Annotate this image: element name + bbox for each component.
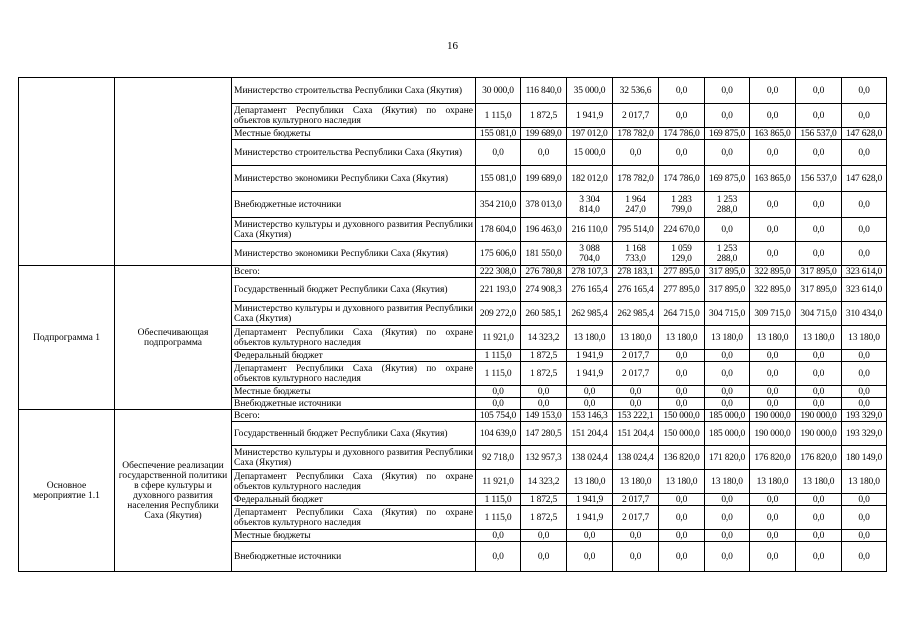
- value-cell: 0,0: [705, 78, 750, 104]
- value-cell: 3 304 814,0: [567, 192, 613, 218]
- value-cell: 150 000,0: [659, 422, 705, 446]
- value-cell: 309 715,0: [750, 302, 796, 326]
- value-cell: 209 272,0: [476, 302, 521, 326]
- table-row: [19, 266, 887, 278]
- funding-source-cell: Всего:: [232, 410, 476, 422]
- value-cell: 0,0: [659, 386, 705, 398]
- value-cell: 276 780,8: [521, 266, 567, 278]
- value-cell: 0,0: [842, 218, 887, 242]
- program-name-cell: Обеспечивающая подпрограмма: [115, 266, 232, 410]
- value-cell: 274 908,3: [521, 278, 567, 302]
- value-cell: 13 180,0: [659, 326, 705, 350]
- value-cell: 13 180,0: [842, 326, 887, 350]
- value-cell: 13 180,0: [705, 470, 750, 494]
- value-cell: 0,0: [521, 398, 567, 410]
- value-cell: 147 628,0: [842, 128, 887, 140]
- value-cell: 0,0: [659, 350, 705, 362]
- value-cell: 13 180,0: [567, 470, 613, 494]
- value-cell: 138 024,4: [567, 446, 613, 470]
- value-cell: 13 180,0: [567, 326, 613, 350]
- value-cell: 262 985,4: [567, 302, 613, 326]
- value-cell: 150 000,0: [659, 410, 705, 422]
- value-cell: 0,0: [842, 530, 887, 542]
- funding-source-cell: Внебюджетные источники: [232, 192, 476, 218]
- value-cell: 1 115,0: [476, 104, 521, 128]
- program-name-cell: [115, 78, 232, 266]
- value-cell: 0,0: [842, 386, 887, 398]
- value-cell: 1 115,0: [476, 362, 521, 386]
- value-cell: 378 013,0: [521, 192, 567, 218]
- value-cell: 1 964 247,0: [613, 192, 659, 218]
- value-cell: 0,0: [659, 542, 705, 572]
- value-cell: 190 000,0: [750, 410, 796, 422]
- funding-source-cell: Государственный бюджет Республики Саха (Якутия): [232, 422, 476, 446]
- value-cell: 1 872,5: [521, 506, 567, 530]
- value-cell: 0,0: [750, 542, 796, 572]
- value-cell: 0,0: [796, 386, 842, 398]
- value-cell: 304 715,0: [796, 302, 842, 326]
- funding-source-cell: Министерство строительства Республики Саха (Якутия): [232, 140, 476, 166]
- value-cell: 1 283 799,0: [659, 192, 705, 218]
- funding-source-cell: Местные бюджеты: [232, 530, 476, 542]
- value-cell: 0,0: [842, 362, 887, 386]
- value-cell: 0,0: [796, 362, 842, 386]
- value-cell: 0,0: [705, 362, 750, 386]
- value-cell: 0,0: [705, 140, 750, 166]
- value-cell: 0,0: [705, 386, 750, 398]
- value-cell: 1 941,9: [567, 506, 613, 530]
- value-cell: 0,0: [842, 104, 887, 128]
- value-cell: 0,0: [705, 494, 750, 506]
- value-cell: 104 639,0: [476, 422, 521, 446]
- value-cell: 317 895,0: [705, 278, 750, 302]
- value-cell: 193 329,0: [842, 410, 887, 422]
- value-cell: 155 081,0: [476, 128, 521, 140]
- value-cell: 0,0: [842, 242, 887, 266]
- value-cell: 193 329,0: [842, 422, 887, 446]
- value-cell: 2 017,7: [613, 494, 659, 506]
- value-cell: 163 865,0: [750, 166, 796, 192]
- value-cell: 13 180,0: [750, 470, 796, 494]
- value-cell: 14 323,2: [521, 326, 567, 350]
- value-cell: 0,0: [613, 542, 659, 572]
- value-cell: 32 536,6: [613, 78, 659, 104]
- value-cell: 0,0: [750, 78, 796, 104]
- value-cell: 0,0: [796, 350, 842, 362]
- value-cell: 0,0: [567, 530, 613, 542]
- budget-table-body: [19, 78, 887, 572]
- value-cell: 322 895,0: [750, 266, 796, 278]
- value-cell: 0,0: [796, 192, 842, 218]
- value-cell: 0,0: [750, 350, 796, 362]
- value-cell: 0,0: [842, 78, 887, 104]
- funding-source-cell: Федеральный бюджет: [232, 494, 476, 506]
- value-cell: 0,0: [842, 506, 887, 530]
- value-cell: 0,0: [842, 192, 887, 218]
- value-cell: 13 180,0: [750, 326, 796, 350]
- value-cell: 15 000,0: [567, 140, 613, 166]
- value-cell: 0,0: [659, 506, 705, 530]
- value-cell: 147 280,5: [521, 422, 567, 446]
- value-cell: 0,0: [476, 530, 521, 542]
- value-cell: 190 000,0: [796, 422, 842, 446]
- value-cell: 0,0: [750, 192, 796, 218]
- value-cell: 181 550,0: [521, 242, 567, 266]
- value-cell: 2 017,7: [613, 350, 659, 362]
- value-cell: 149 153,0: [521, 410, 567, 422]
- value-cell: 216 110,0: [567, 218, 613, 242]
- value-cell: 317 895,0: [796, 278, 842, 302]
- value-cell: 0,0: [796, 494, 842, 506]
- value-cell: 132 957,3: [521, 446, 567, 470]
- value-cell: 0,0: [567, 542, 613, 572]
- value-cell: 13 180,0: [796, 470, 842, 494]
- value-cell: 278 183,1: [613, 266, 659, 278]
- value-cell: 116 840,0: [521, 78, 567, 104]
- value-cell: 0,0: [705, 530, 750, 542]
- value-cell: 13 180,0: [705, 326, 750, 350]
- value-cell: 182 012,0: [567, 166, 613, 192]
- value-cell: 795 514,0: [613, 218, 659, 242]
- value-cell: 13 180,0: [613, 326, 659, 350]
- value-cell: 0,0: [796, 78, 842, 104]
- value-cell: 0,0: [705, 398, 750, 410]
- value-cell: 0,0: [796, 218, 842, 242]
- value-cell: 0,0: [705, 350, 750, 362]
- table-row: [19, 78, 887, 104]
- value-cell: 0,0: [796, 542, 842, 572]
- value-cell: 0,0: [842, 542, 887, 572]
- value-cell: 178 782,0: [613, 128, 659, 140]
- funding-source-cell: Федеральный бюджет: [232, 350, 476, 362]
- funding-source-cell: Департамент Республики Саха (Якутия) по охране объектов культурного наследия: [232, 362, 476, 386]
- program-cell: Подпрограмма 1: [19, 266, 115, 410]
- value-cell: 0,0: [659, 362, 705, 386]
- value-cell: 0,0: [613, 140, 659, 166]
- budget-table: [18, 77, 887, 572]
- value-cell: 163 865,0: [750, 128, 796, 140]
- value-cell: 169 875,0: [705, 166, 750, 192]
- funding-source-cell: Местные бюджеты: [232, 386, 476, 398]
- value-cell: 0,0: [705, 104, 750, 128]
- value-cell: 0,0: [750, 494, 796, 506]
- value-cell: 276 165,4: [567, 278, 613, 302]
- value-cell: 138 024,4: [613, 446, 659, 470]
- funding-source-cell: Государственный бюджет Республики Саха (Якутия): [232, 278, 476, 302]
- value-cell: 13 180,0: [659, 470, 705, 494]
- value-cell: 1 253 288,0: [705, 242, 750, 266]
- value-cell: 0,0: [796, 506, 842, 530]
- value-cell: 153 222,1: [613, 410, 659, 422]
- value-cell: 199 689,0: [521, 128, 567, 140]
- value-cell: 0,0: [705, 542, 750, 572]
- value-cell: 0,0: [476, 398, 521, 410]
- value-cell: 317 895,0: [796, 266, 842, 278]
- value-cell: 322 895,0: [750, 278, 796, 302]
- value-cell: 277 895,0: [659, 278, 705, 302]
- value-cell: 156 537,0: [796, 128, 842, 140]
- value-cell: 1 941,9: [567, 362, 613, 386]
- value-cell: 277 895,0: [659, 266, 705, 278]
- value-cell: 224 670,0: [659, 218, 705, 242]
- value-cell: 1 872,5: [521, 362, 567, 386]
- value-cell: 323 614,0: [842, 266, 887, 278]
- value-cell: 0,0: [796, 398, 842, 410]
- value-cell: 0,0: [659, 398, 705, 410]
- value-cell: 0,0: [659, 78, 705, 104]
- funding-source-cell: Всего:: [232, 266, 476, 278]
- value-cell: 176 820,0: [796, 446, 842, 470]
- value-cell: 0,0: [750, 362, 796, 386]
- value-cell: 136 820,0: [659, 446, 705, 470]
- value-cell: 156 537,0: [796, 166, 842, 192]
- value-cell: 196 463,0: [521, 218, 567, 242]
- value-cell: 1 941,9: [567, 104, 613, 128]
- value-cell: 153 146,3: [567, 410, 613, 422]
- value-cell: 0,0: [750, 386, 796, 398]
- value-cell: 260 585,1: [521, 302, 567, 326]
- value-cell: 0,0: [842, 494, 887, 506]
- value-cell: 151 204,4: [567, 422, 613, 446]
- value-cell: 35 000,0: [567, 78, 613, 104]
- value-cell: 278 107,3: [567, 266, 613, 278]
- value-cell: 0,0: [796, 140, 842, 166]
- value-cell: 0,0: [659, 140, 705, 166]
- value-cell: 190 000,0: [796, 410, 842, 422]
- funding-source-cell: Департамент Республики Саха (Якутия) по охране объектов культурного наследия: [232, 104, 476, 128]
- value-cell: 1 115,0: [476, 506, 521, 530]
- value-cell: 1 941,9: [567, 350, 613, 362]
- value-cell: 0,0: [521, 542, 567, 572]
- value-cell: 1 941,9: [567, 494, 613, 506]
- value-cell: 264 715,0: [659, 302, 705, 326]
- value-cell: 197 012,0: [567, 128, 613, 140]
- value-cell: 14 323,2: [521, 470, 567, 494]
- value-cell: 0,0: [659, 530, 705, 542]
- value-cell: 0,0: [613, 530, 659, 542]
- value-cell: 1 253 288,0: [705, 192, 750, 218]
- value-cell: 174 786,0: [659, 166, 705, 192]
- value-cell: 0,0: [476, 542, 521, 572]
- value-cell: 0,0: [567, 398, 613, 410]
- value-cell: 105 754,0: [476, 410, 521, 422]
- value-cell: 0,0: [750, 398, 796, 410]
- value-cell: 169 875,0: [705, 128, 750, 140]
- value-cell: 0,0: [796, 104, 842, 128]
- value-cell: 0,0: [521, 530, 567, 542]
- value-cell: 178 604,0: [476, 218, 521, 242]
- value-cell: 0,0: [613, 386, 659, 398]
- table-row: [19, 410, 887, 422]
- value-cell: 0,0: [476, 140, 521, 166]
- value-cell: 0,0: [476, 386, 521, 398]
- value-cell: 0,0: [842, 398, 887, 410]
- value-cell: 0,0: [842, 140, 887, 166]
- funding-source-cell: Министерство культуры и духовного развития Республики Саха (Якутия): [232, 446, 476, 470]
- value-cell: 354 210,0: [476, 192, 521, 218]
- value-cell: 0,0: [796, 530, 842, 542]
- value-cell: 1 872,5: [521, 350, 567, 362]
- value-cell: 13 180,0: [796, 326, 842, 350]
- value-cell: 11 921,0: [476, 326, 521, 350]
- value-cell: 276 165,4: [613, 278, 659, 302]
- value-cell: 0,0: [613, 398, 659, 410]
- value-cell: 0,0: [842, 350, 887, 362]
- value-cell: 1 115,0: [476, 494, 521, 506]
- value-cell: 147 628,0: [842, 166, 887, 192]
- value-cell: 221 193,0: [476, 278, 521, 302]
- value-cell: 92 718,0: [476, 446, 521, 470]
- value-cell: 1 872,5: [521, 104, 567, 128]
- value-cell: 0,0: [750, 242, 796, 266]
- value-cell: 174 786,0: [659, 128, 705, 140]
- page-number: 16: [447, 40, 458, 52]
- value-cell: 0,0: [521, 140, 567, 166]
- value-cell: 11 921,0: [476, 470, 521, 494]
- value-cell: 2 017,7: [613, 104, 659, 128]
- funding-source-cell: Министерство культуры и духовного развития Республики Саха (Якутия): [232, 302, 476, 326]
- funding-source-cell: Департамент Республики Саха (Якутия) по охране объектов культурного наследия: [232, 326, 476, 350]
- value-cell: 0,0: [750, 506, 796, 530]
- value-cell: 13 180,0: [613, 470, 659, 494]
- value-cell: 317 895,0: [705, 266, 750, 278]
- value-cell: 176 820,0: [750, 446, 796, 470]
- value-cell: 3 088 704,0: [567, 242, 613, 266]
- value-cell: 0,0: [521, 386, 567, 398]
- value-cell: 304 715,0: [705, 302, 750, 326]
- value-cell: 185 000,0: [705, 422, 750, 446]
- funding-source-cell: Департамент Республики Саха (Якутия) по охране объектов культурного наследия: [232, 470, 476, 494]
- program-cell: [19, 78, 115, 266]
- value-cell: 0,0: [750, 104, 796, 128]
- value-cell: 190 000,0: [750, 422, 796, 446]
- funding-source-cell: Департамент Республики Саха (Якутия) по охране объектов культурного наследия: [232, 506, 476, 530]
- value-cell: 175 606,0: [476, 242, 521, 266]
- funding-source-cell: Внебюджетные источники: [232, 542, 476, 572]
- funding-source-cell: Местные бюджеты: [232, 128, 476, 140]
- value-cell: 1 872,5: [521, 494, 567, 506]
- value-cell: 13 180,0: [842, 470, 887, 494]
- value-cell: 30 000,0: [476, 78, 521, 104]
- value-cell: 151 204,4: [613, 422, 659, 446]
- value-cell: 222 308,0: [476, 266, 521, 278]
- value-cell: 262 985,4: [613, 302, 659, 326]
- value-cell: 0,0: [567, 386, 613, 398]
- value-cell: 2 017,7: [613, 362, 659, 386]
- value-cell: 178 782,0: [613, 166, 659, 192]
- value-cell: 155 081,0: [476, 166, 521, 192]
- funding-source-cell: Министерство экономики Республики Саха (Якутия): [232, 166, 476, 192]
- value-cell: 0,0: [659, 104, 705, 128]
- value-cell: 0,0: [750, 140, 796, 166]
- funding-source-cell: Внебюджетные источники: [232, 398, 476, 410]
- value-cell: 185 000,0: [705, 410, 750, 422]
- program-cell: Основное мероприятие 1.1: [19, 410, 115, 572]
- value-cell: 171 820,0: [705, 446, 750, 470]
- value-cell: 1 115,0: [476, 350, 521, 362]
- value-cell: 0,0: [659, 494, 705, 506]
- value-cell: 0,0: [750, 530, 796, 542]
- value-cell: 199 689,0: [521, 166, 567, 192]
- value-cell: 0,0: [705, 506, 750, 530]
- value-cell: 1 168 733,0: [613, 242, 659, 266]
- funding-source-cell: Министерство экономики Республики Саха (Якутия): [232, 242, 476, 266]
- funding-source-cell: Министерство культуры и духовного развития Республики Саха (Якутия): [232, 218, 476, 242]
- funding-source-cell: Министерство строительства Республики Саха (Якутия): [232, 78, 476, 104]
- value-cell: 2 017,7: [613, 506, 659, 530]
- value-cell: 310 434,0: [842, 302, 887, 326]
- program-name-cell: Обеспечение реализации государственной политики в сфере культуры и духовного развития населения Республики Саха (Якутия): [115, 410, 232, 572]
- value-cell: 0,0: [796, 242, 842, 266]
- value-cell: 1 059 129,0: [659, 242, 705, 266]
- value-cell: 323 614,0: [842, 278, 887, 302]
- value-cell: 0,0: [705, 218, 750, 242]
- value-cell: 180 149,0: [842, 446, 887, 470]
- value-cell: 0,0: [750, 218, 796, 242]
